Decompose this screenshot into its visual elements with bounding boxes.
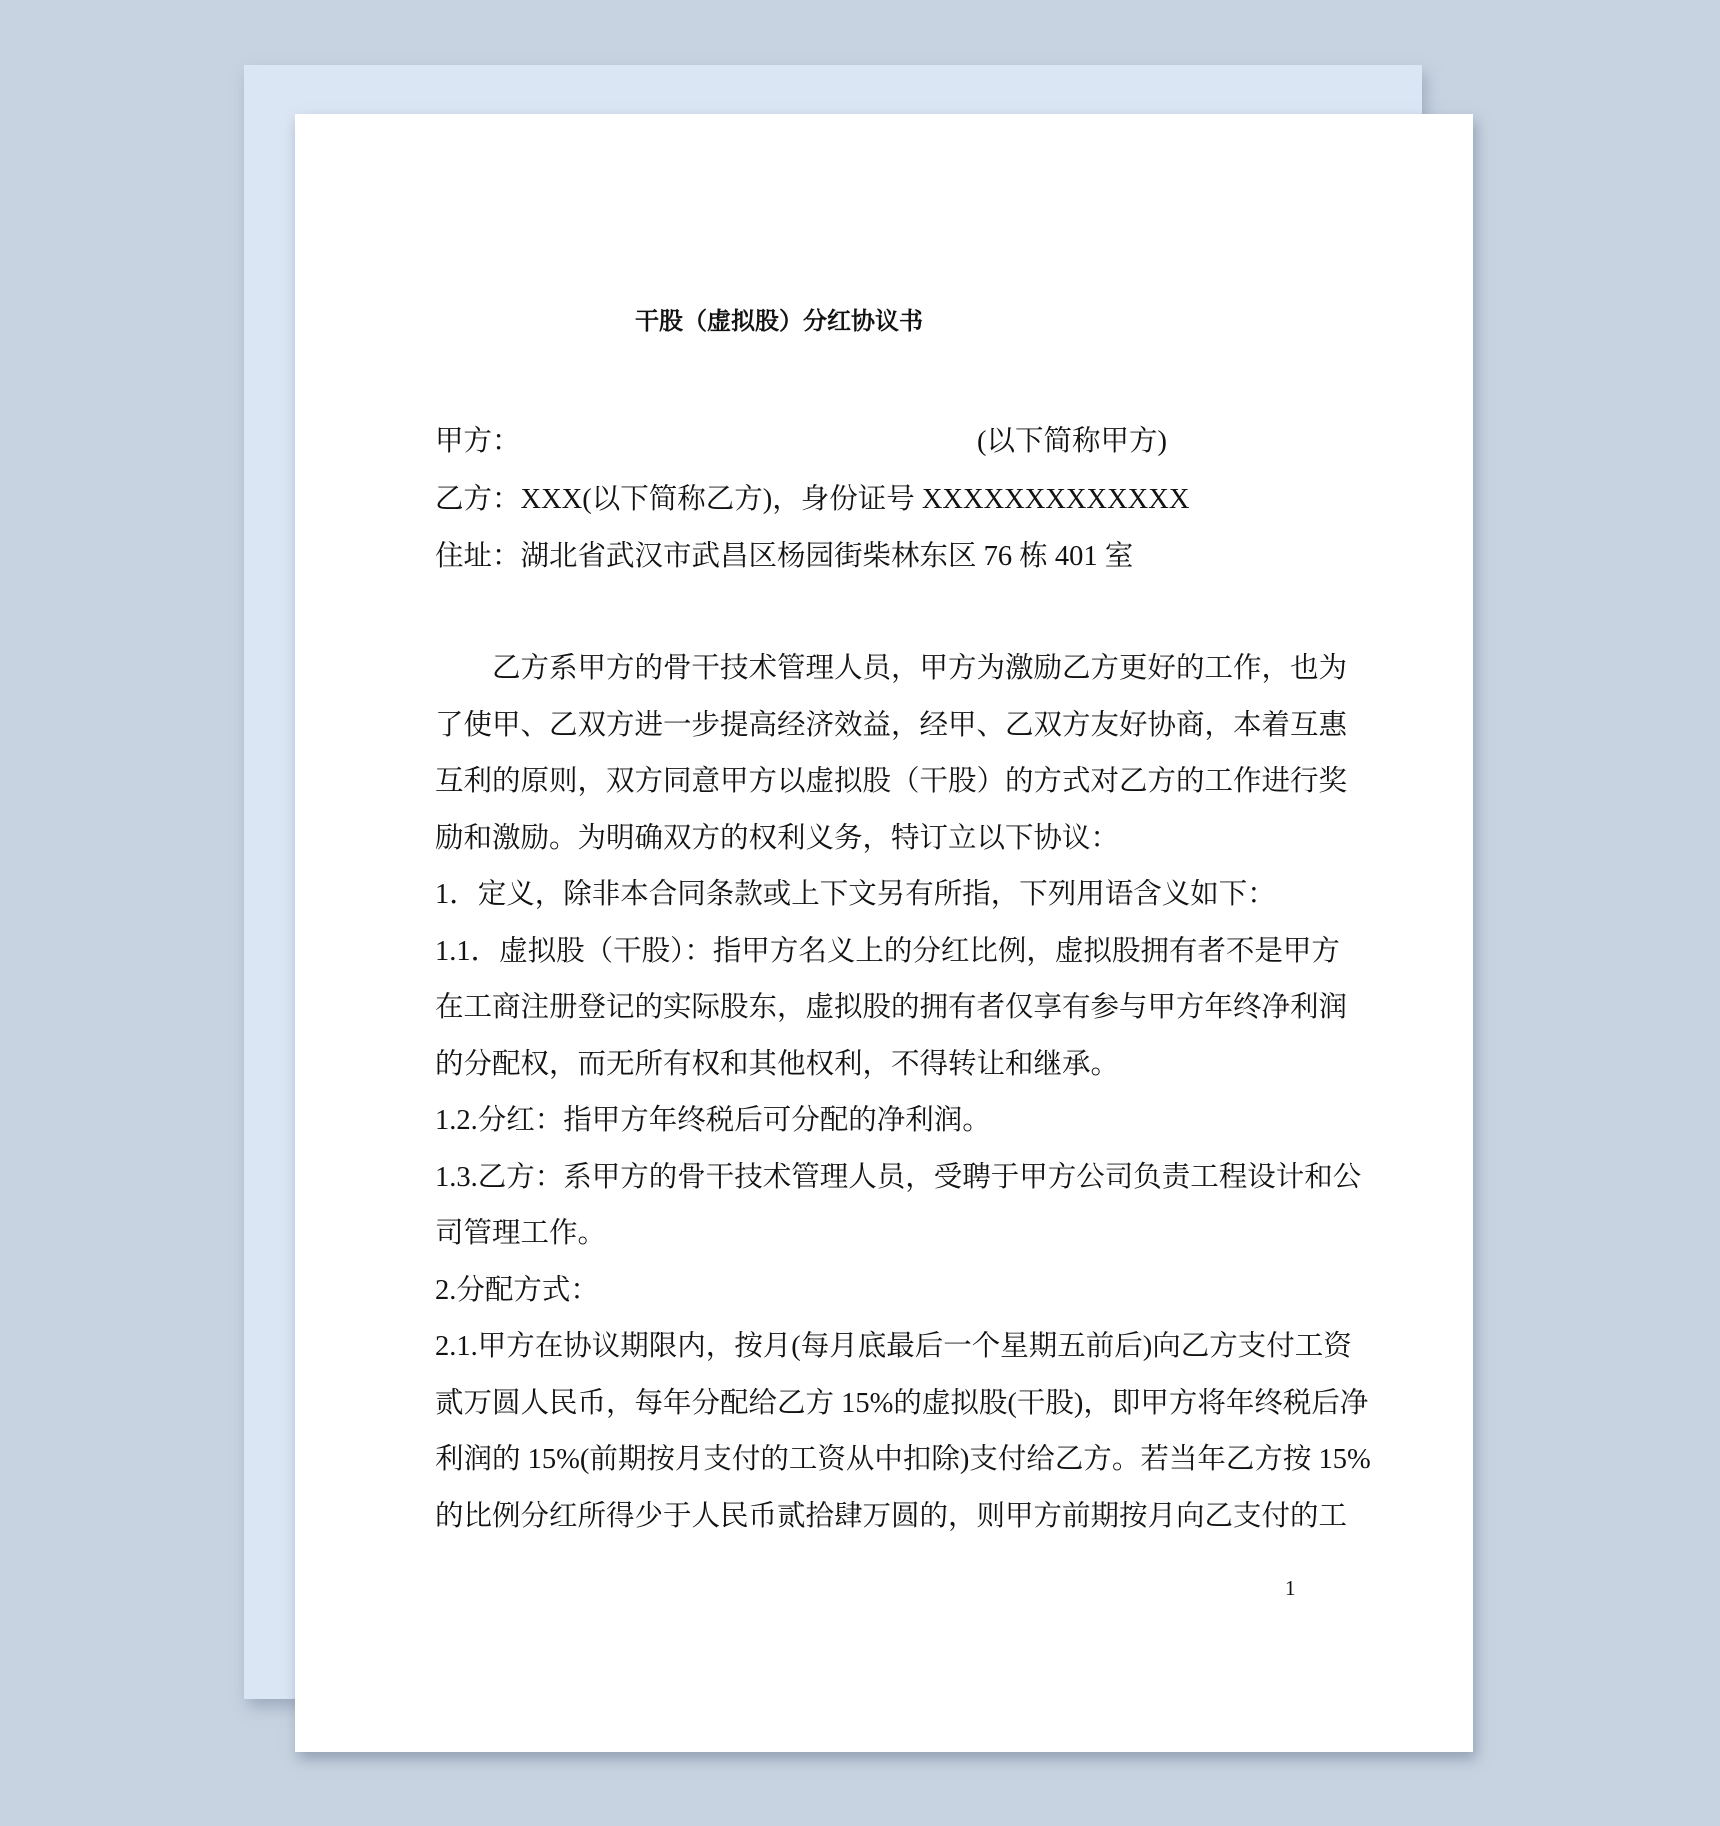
- body-line: 1.1．虚拟股（干股）：指甲方名义上的分红比例，虚拟股拥有者不是甲方: [435, 935, 1340, 967]
- body-line: 的比例分红所得少于人民币贰拾肆万圆的，则甲方前期按月向乙支付的工: [435, 1500, 1348, 1532]
- body-line: 互利的原则，双方同意甲方以虚拟股（干股）的方式对乙方的工作进行奖: [435, 766, 1348, 797]
- body-line: 了使甲、乙双方进一步提高经济效益，经甲、乙双方友好协商，本着互惠: [435, 709, 1348, 741]
- address-line: 住址：湖北省武汉市武昌区杨园街柴林东区 76 栋 401 室: [435, 541, 1134, 572]
- document-page: [295, 114, 1473, 1752]
- body-line: 利润的 15%(前期按月支付的工资从中扣除)支付给乙方。若当年乙方按 15%: [435, 1444, 1371, 1475]
- body-line: 1.2.分红：指甲方年终税后可分配的净利润。: [435, 1105, 991, 1136]
- body-line: 1.3.乙方：系甲方的骨干技术管理人员，受聘于甲方公司负责工程设计和公: [435, 1161, 1362, 1193]
- body-line: 司管理工作。: [435, 1218, 607, 1249]
- body-line: 2.分配方式：: [435, 1274, 599, 1306]
- body-line: 1．定义，除非本合同条款或上下文另有所指，下列用语含义如下：: [435, 879, 1276, 910]
- party-a-label: 甲方：: [435, 426, 521, 457]
- body-line: 的分配权，而无所有权和其他权利，不得转让和继承。: [435, 1048, 1120, 1080]
- document-title: 干股（虚拟股）分红协议书: [635, 309, 923, 335]
- parties-block: [435, 413, 1327, 586]
- body-line: 贰万圆人民币，每年分配给乙方 15%的虚拟股(干股)，即甲方将年终税后净: [435, 1387, 1369, 1419]
- body-line: 2.1.甲方在协议期限内，按月(每月底最后一个星期五前后)向乙方支付工资: [435, 1331, 1352, 1362]
- party-a-note: (以下简称甲方): [977, 426, 1167, 457]
- party-b-line: 乙方：XXX(以下简称乙方)，身份证号 XXXXXXXXXXXXX: [435, 483, 1190, 515]
- document-body: [435, 641, 1371, 1545]
- body-line: 乙方系甲方的骨干技术管理人员，甲方为激励乙方更好的工作，也为: [492, 653, 1348, 684]
- body-line: 在工商注册登记的实际股东，虚拟股的拥有者仅享有参与甲方年终净利润: [435, 992, 1348, 1023]
- page-number: 1: [1285, 1576, 1296, 1600]
- party-a-line: [435, 413, 1327, 471]
- body-line: 励和激励。为明确双方的权利义务，特订立以下协议：: [435, 822, 1120, 854]
